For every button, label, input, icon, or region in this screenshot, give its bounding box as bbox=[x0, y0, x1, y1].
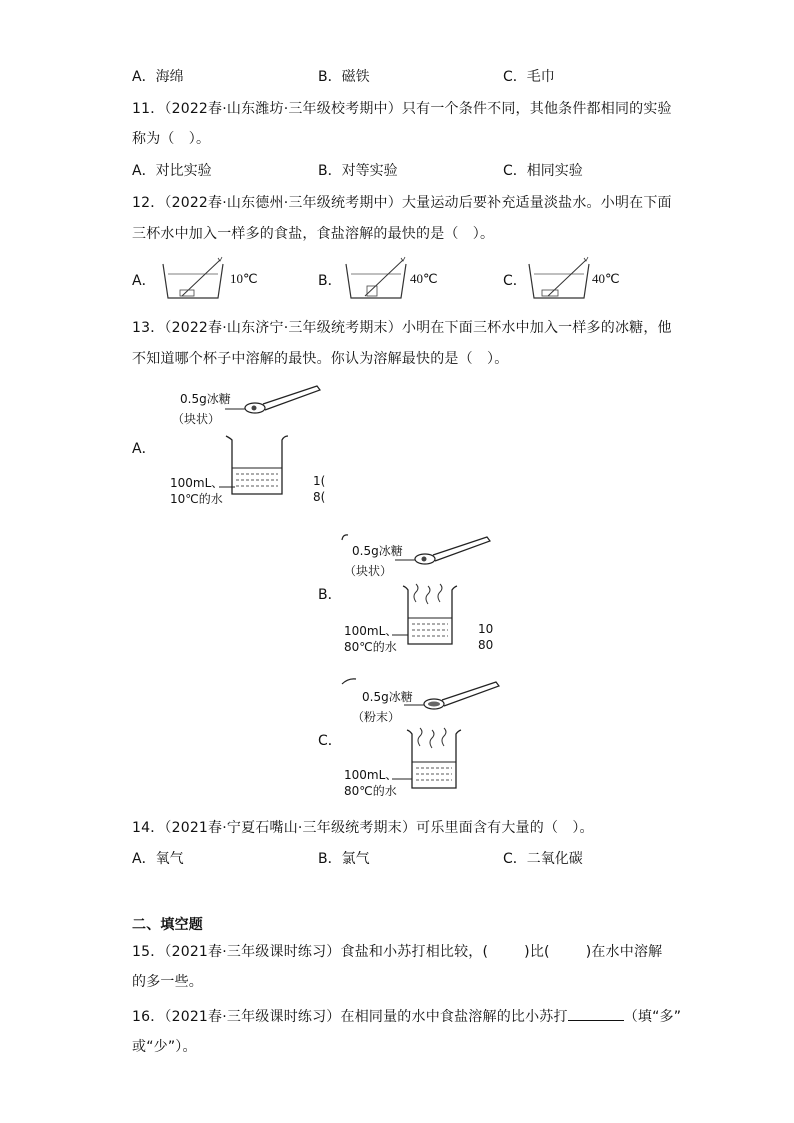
q13-a-water-temp: 10℃的水 bbox=[170, 492, 223, 506]
q12-stem-line1: 12．（2022春·山东德州·三年级统考期中）大量运动后要补充适量淡盐水。小明在下面 bbox=[132, 195, 672, 211]
cut-mark-b bbox=[340, 532, 350, 542]
pointer-line-c bbox=[392, 776, 412, 782]
q16-text: 16．（2021春·三年级课时练习）在相同量的水中食盐溶解的比小苏打 bbox=[132, 1009, 568, 1025]
q15-text-part3: )在水中溶解 bbox=[585, 944, 663, 960]
q15-stem-line2: 的多一些。 bbox=[132, 974, 203, 990]
spoon-b-icon bbox=[395, 533, 495, 573]
q11-option-b[interactable]: B．对等实验 bbox=[318, 163, 398, 179]
pointer-line-a bbox=[219, 484, 235, 490]
spoon-c-icon bbox=[404, 678, 504, 718]
q16-stem-line1 bbox=[132, 1006, 681, 1026]
q16-stem-line2: 或“少”）。 bbox=[132, 1039, 197, 1055]
q14-option-c[interactable]: C．二氧化碳 bbox=[503, 851, 583, 867]
q12-option-c-temp: 40℃ bbox=[592, 271, 620, 286]
q13-stem-line1: 13．（2022春·山东济宁·三年级统考期末）小明在下面三杯水中加入一样多的冰糖，他 bbox=[132, 320, 672, 336]
beaker-b-large-icon bbox=[400, 582, 460, 648]
pointer-line-b bbox=[392, 632, 408, 638]
spoon-a-icon bbox=[225, 382, 325, 422]
q13-option-a-letter[interactable]: A． bbox=[132, 441, 156, 457]
beaker-b-icon bbox=[343, 252, 413, 302]
q10-option-b[interactable]: B．磁铁 bbox=[318, 69, 370, 85]
q13-b-cut-text-1: 10 bbox=[478, 622, 494, 636]
q13-a-form-label: （块状） bbox=[172, 412, 221, 426]
q13-c-sugar-label: 0.5g冰糖 bbox=[362, 690, 413, 704]
q13-c-water-volume: 100mL、 bbox=[344, 768, 398, 782]
q10-option-c[interactable]: C．毛巾 bbox=[503, 69, 555, 85]
q12-option-a-temp: 10℃ bbox=[230, 271, 258, 286]
q12-stem-line2: 三杯水中加入一样多的食盐，食盐溶解的最快的是（ ）。 bbox=[132, 226, 495, 242]
q13-c-form-label: （粉末） bbox=[352, 710, 401, 724]
q13-c-water-temp: 80℃的水 bbox=[344, 784, 397, 798]
q12-option-c-letter[interactable]: C． bbox=[503, 273, 527, 289]
q14-option-b[interactable]: B．氯气 bbox=[318, 851, 370, 867]
q13-b-sugar-label: 0.5g冰糖 bbox=[352, 544, 403, 558]
q13-a-water-volume: 100mL、 bbox=[170, 476, 224, 490]
q11-stem-line2: 称为（ ）。 bbox=[132, 131, 211, 147]
q13-option-c-letter[interactable]: C． bbox=[318, 733, 342, 749]
q16-blank[interactable] bbox=[568, 1008, 624, 1021]
beaker-c-icon bbox=[526, 252, 596, 302]
q13-b-form-label: （块状） bbox=[344, 564, 393, 578]
section-title-fill-blank: 二、填空题 bbox=[132, 917, 203, 933]
q14-stem: 14．（2021春·宁夏石嘴山·三年级统考期末）可乐里面含有大量的（ ）。 bbox=[132, 820, 594, 836]
q11-option-a[interactable]: A．对比实验 bbox=[132, 163, 212, 179]
q14-option-a[interactable]: A．氧气 bbox=[132, 851, 184, 867]
cut-mark-c bbox=[340, 676, 360, 686]
q15-stem-line1 bbox=[132, 941, 662, 961]
q12-option-a-letter[interactable]: A． bbox=[132, 273, 156, 289]
q13-a-cut-text-2: 8( bbox=[313, 490, 326, 504]
q16-text-end: （填“多” bbox=[623, 1009, 682, 1025]
q15-text-part2: )比( bbox=[524, 944, 550, 960]
q12-option-b-temp: 40℃ bbox=[410, 271, 438, 286]
beaker-a-icon bbox=[160, 252, 230, 302]
beaker-c-large-icon bbox=[404, 726, 464, 792]
q11-stem-line1: 11．（2022春·山东潍坊·三年级校考期中）只有一个条件不同，其他条件都相同的实验 bbox=[132, 101, 672, 117]
q10-option-a[interactable]: A．海绵 bbox=[132, 69, 184, 85]
q13-option-b-letter[interactable]: B． bbox=[318, 587, 342, 603]
q15-text-part1: 15．（2021春·三年级课时练习）食盐和小苏打相比较，( bbox=[132, 944, 489, 960]
q12-option-b-letter[interactable]: B． bbox=[318, 273, 342, 289]
q11-option-c[interactable]: C．相同实验 bbox=[503, 163, 583, 179]
q13-b-water-temp: 80℃的水 bbox=[344, 640, 397, 654]
q13-b-cut-text-2: 80 bbox=[478, 638, 494, 652]
q13-stem-line2: 不知道哪个杯子中溶解的最快。你认为溶解最快的是（ ）。 bbox=[132, 351, 509, 367]
q13-a-sugar-label: 0.5g冰糖 bbox=[180, 392, 231, 406]
q13-b-water-volume: 100mL、 bbox=[344, 624, 398, 638]
q13-a-cut-text-1: 1( bbox=[313, 474, 326, 488]
